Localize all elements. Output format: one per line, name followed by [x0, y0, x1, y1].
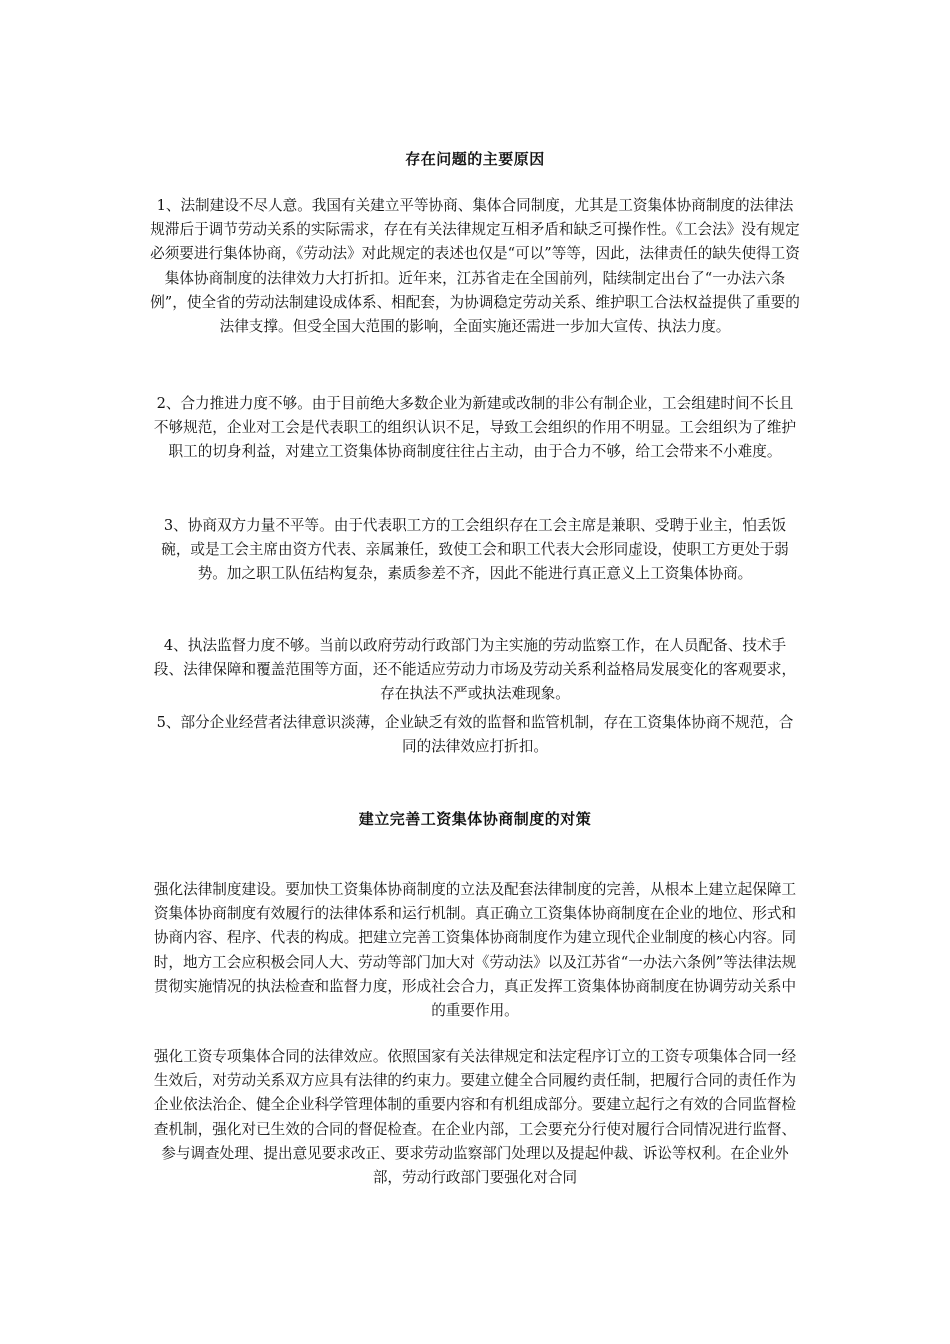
- section1-paragraph-3: 3、协商双方力量不平等。由于代表职工方的工会组织存在工会主席是兼职、受聘于业主，怕丢饭碗，或是工会主席由资方代表、亲属兼任，致使工会和职工代表大会形同虚设，使职工方更处于弱势。加之职工队伍结构复杂，素质参差不齐，因此不能进行真正意义上工资集体协商。: [161, 517, 789, 583]
- section2-paragraph-2: 强化工资专项集体合同的法律效应。依照国家有关法律规定和法定程序订立的工资专项集体合同一经生效后，对劳动关系双方应具有法律的约束力。要建立健全合同履约责任制，把履行合同的责任作为企业依法治企、健全企业科学管理体制的重要内容和有机组成部分。要建立起行之有效的合同监督检查机制，强化对已生效的合同的督促检查。在企业内部，工会要充分行使对履行合同情况进行监督、参与调查处理、提出意见要求改正、要求劳动监察部门处理以及提起仲裁、诉讼等权利。在企业外部，劳动行政部门要强化对合同: [153, 1048, 797, 1187]
- section1-paragraph-5: 5、部分企业经营者法律意识淡薄，企业缺乏有效的监督和监管机制，存在工资集体协商不规范，合同的法律效应打折扣。: [156, 714, 794, 756]
- section2-paragraph-1: 强化法律制度建设。要加快工资集体协商制度的立法及配套法律制度的完善，从根本上建立起保障工资集体协商制度有效履行的法律体系和运行机制。真正确立工资集体协商制度在企业的地位、形式和协商内容、程序、代表的构成。把建立完善工资集体协商制度作为建立现代企业制度的核心内容。同时，地方工会应积极会同人大、劳动等部门加大对《劳动法》以及江苏省“一办法六条例”等法律法规贯彻实施情况的执法检查和监督力度，形成社会合力，真正发挥工资集体协商制度在协调劳动关系中的重要作用。: [153, 881, 797, 1020]
- section1-paragraph-4: 4、执法监督力度不够。当前以政府劳动行政部门为主实施的劳动监察工作，在人员配备、技术手段、法律保障和覆盖范围等方面，还不能适应劳动力市场及劳动关系利益格局发展变化的客观要求，存在执法不严或执法难现象。: [153, 637, 797, 703]
- section2-title: 建立完善工资集体协商制度的对策: [358, 810, 592, 828]
- section1-paragraph-2: 2、合力推进力度不够。由于目前绝大多数企业为新建或改制的非公有制企业，工会组建时间不长且不够规范，企业对工会是代表职工的组织认识不足，导致工会组织的作用不明显。工会组织为了维护职工的切身利益，对建立工资集体协商制度往往占主动，由于合力不够，给工会带来不小难度。: [153, 395, 797, 461]
- section1-paragraph-1: 1、法制建设不尽人意。我国有关建立平等协商、集体合同制度，尤其是工资集体协商制度的法律法规滞后于调节劳动关系的实际需求，存在有关法律规定互相矛盾和缺乏可操作性。《工会法》没有规定必须要进行集体协商，《劳动法》对此规定的表述也仅是“可以”等等，因此，法律责任的缺失使得工资集体协商制度的法律效力大打折扣。近年来，江苏省走在全国前列，陆续制定出台了“一办法六条例”，使全省的劳动法制建设成体系、相配套，为协调稳定劳动关系、维护职工合法权益提供了重要的法律支撑。但受全国大范围的影响，全面实施还需进一步加大宣传、执法力度。: [150, 197, 800, 336]
- section1-title: 存在问题的主要原因: [405, 150, 545, 168]
